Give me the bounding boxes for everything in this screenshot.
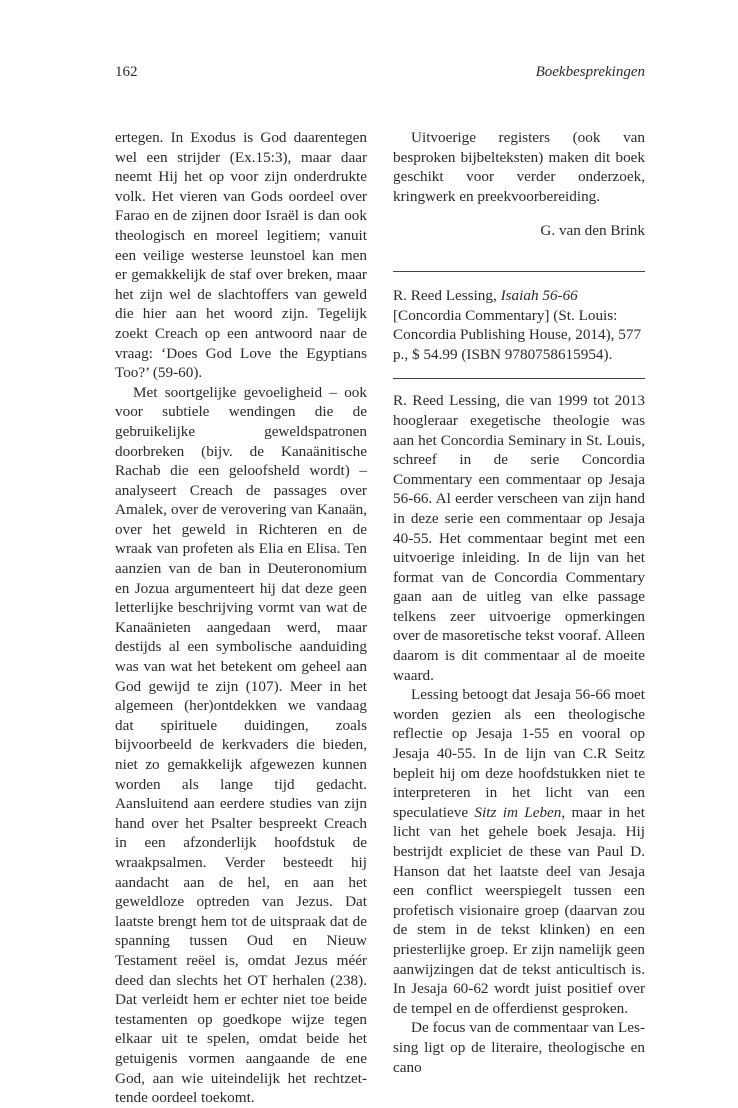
paragraph-right-3-italic: Sitz im Leben [474, 803, 562, 821]
citation-author: R. Reed Lessing, [393, 286, 501, 304]
reviewer-signature: G. van den Brink [540, 222, 645, 240]
running-head: Boekbesprekingen [535, 64, 645, 80]
paragraph-right-3 [393, 685, 645, 1018]
divider-top [393, 271, 645, 272]
paragraph-right-1: Uitvoerige registers (ook van besproken bijbelteksten) maken dit boek geschikt voor verder onderzoek, kringwerk en preekvoorbereiding. [393, 129, 645, 205]
paragraph-left-2: Met soortgelijke gevoeligheid – ook voor subtiele wendingen die de gebruikelijke geweldspatronen doorbreken (bijv. de Kanaänitische Rachab die een geloofsheld wordt) – analyseert Creach de passages over Amalek, over de verovering van Kanaän, over het geweld in Richteren en de wraak van profeten als Elia en Elisa. Ten aanzien van de ban in Deuteronomium en Jozua argumenteert hij dat deze geen letterlijke beschrijving vormt van wat de Kanaänieten aangedaan werd, maar destijds al een symbolische aanduiding was van wat het betekent om geheel aan God gewijd te zijn (107). Meer in het algemeen (her)ontdekken we vandaag dat spirituele duidingen, zoals bijvoorbeeld de kerkvaders die bieden, niet zo gemakkelijk afgewezen kunnen worden als lange tijd gedacht. Aansluitend aan eerdere studies van zijn hand over het Psalter bespreekt Creach in een afzonderlijk hoofdstuk de wraakpsalmen. Verder besteedt hij aandacht aan de hel, en aan het geweldloze optreden van Jezus. Dat laatste brengt hem tot de uitspraak dat de spanning tussen Oud en Nieuw Testament reëel is, omdat Jezus méér deed dan slechts het OT herhalen (238). Dat verleidt hem er echter niet toe beide testamenten op goedkope wijze tegen elkaar uit te spelen, omdat beide het getuigenis vormen aangaande de ene God, aan wie uiteindelijk het rechtzettende oordeel toekomt. [115, 383, 367, 1107]
left-column [115, 128, 367, 1108]
right-column [393, 128, 645, 1077]
paragraph-right-4: De focus van de commentaar van Lessing ligt op de literaire, theologische en cano [393, 1019, 645, 1076]
paragraph-left-1: ertegen. In Exodus is God daarentegen wel een strijder (Ex.15:3), maar daar neemt Hij het op voor zijn onderdrukte volk. Het vieren van Gods oordeel over Farao en de zijnen door Israël is dan ook theologisch en moreel legitiem; vanuit een veilige westerse leunstoel kan men er gemakkelijk de staf over breken, maar het zijn wel de slachtoffers van geweld die hier aan het woord zijn. Tegelijk zoekt Creach op een antwoord naar de vraag: ‘Does God Love the Egyptians Too?’ (59-60). [115, 129, 367, 382]
paragraph-right-3-text-a: Lessing betoogt dat Jesaja 56-66 moet worden gezien als een theologische reflectie op Jesaja 1-55 en vooral op Jesaja 40-55. In de lijn van C.R Seitz bepleit hij om deze hoofdstukken niet te interpreteren in het licht van een speculatieve [393, 686, 645, 821]
divider-bottom [393, 378, 645, 379]
citation-title: Isaiah 56-66 [500, 286, 578, 304]
citation-details: [Concordia Commentary] (St. Louis: Concordia Publishing House, 2014), 577 p., $ 54.99 (ISBN 9780758615954). [393, 306, 642, 363]
paragraph-right-2: R. Reed Lessing, die van 1999 tot 2013 hoogleraar exegetische theologie was aan het Concordia Seminary in St. Louis, schreef in de serie Concordia Commentary een commentaar op Jesaja 56-66. Al eerder verscheen van zijn hand in deze serie een commentaar op Jesaja 40-55. Het commentaar begint met een uitvoerige inleiding. In de lijn van het format van de Concordia Commentary gaan aan de uitleg van elke passage telkens zeer uitvoerige opmerkingen over de masoretische tekst vooraf. Alleen daarom is dit commentaar al de moeite waard. [393, 392, 645, 684]
book-citation [393, 286, 645, 364]
page-number: 162 [115, 64, 138, 80]
paragraph-right-3-text-b: , maar in het licht van het gehele boek Jesaja. Hij bestrijdt expliciet de these van Paul D. Hanson dat het laatste deel van Jesaja een conflict weerspiegelt tussen een profetisch visionaire groep (daarvan zou de stem in de tekst klinken) en een priesterlijke groep. Er zijn namelijk geen aanwijzingen dat de tekst anticultisch is. In Jesaja 60-62 wordt juist positief over de tempel en de offerdienst gesproken. [393, 803, 645, 1017]
